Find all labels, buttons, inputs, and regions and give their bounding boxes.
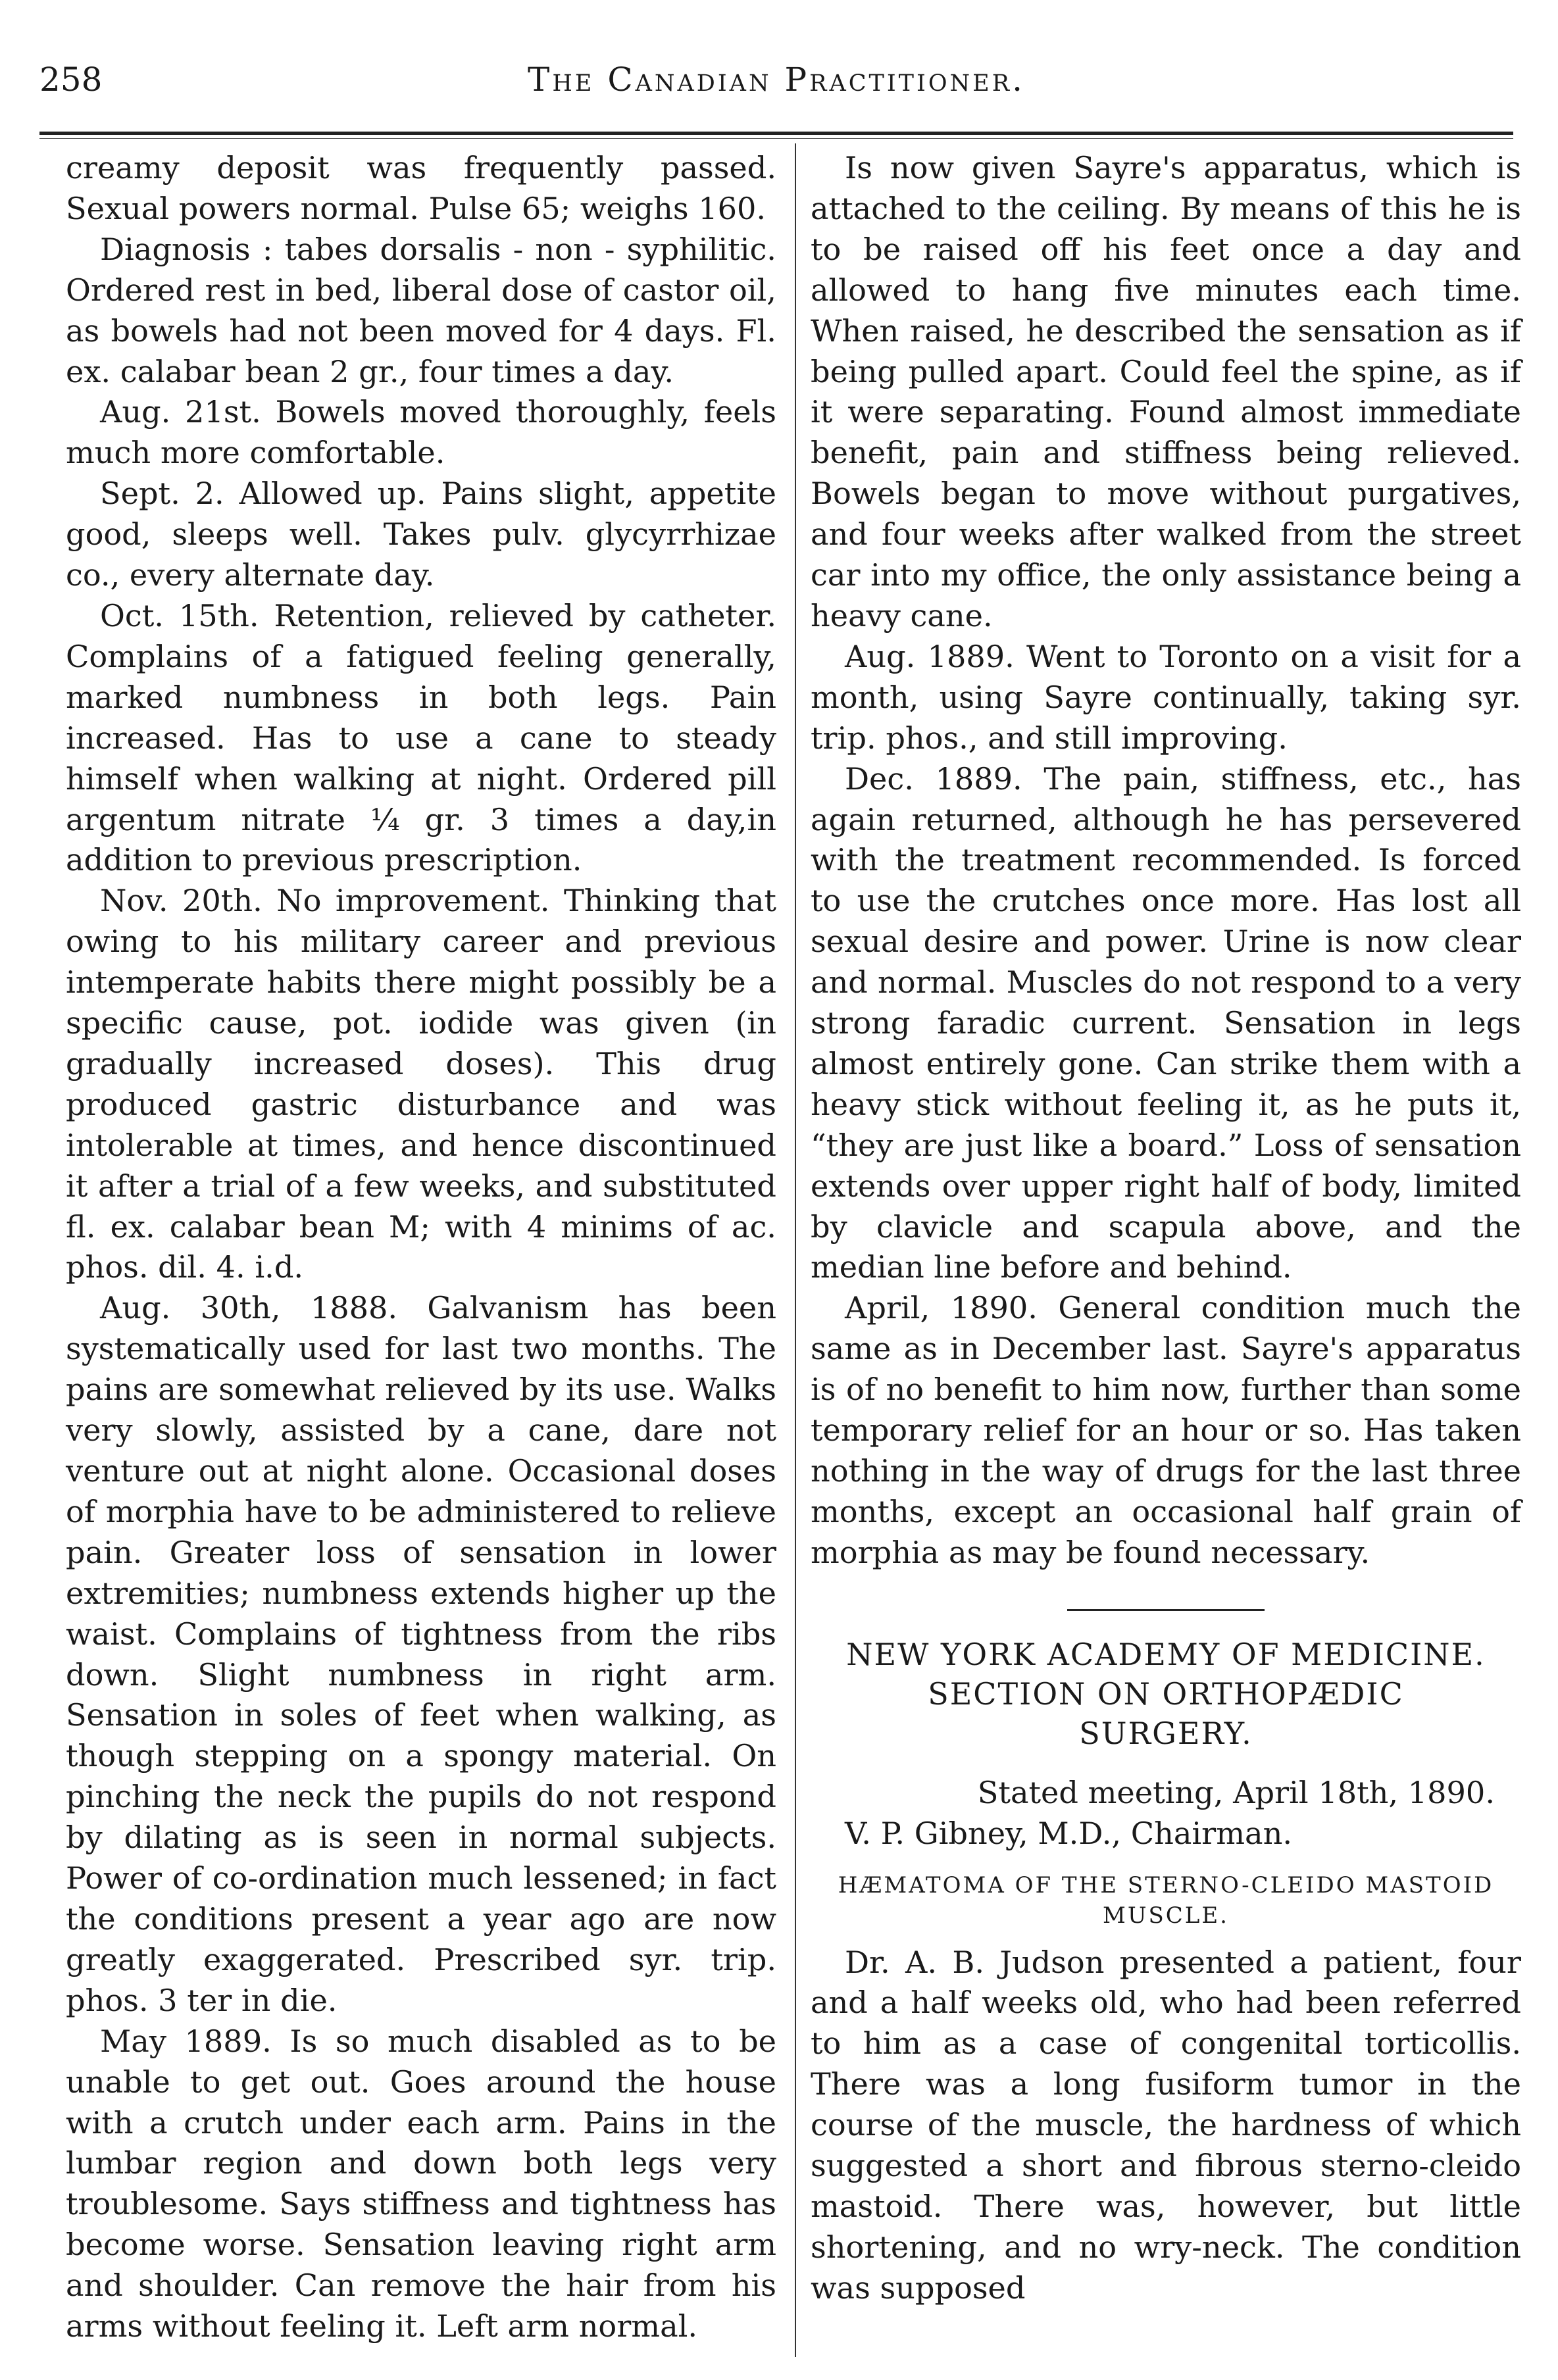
header-rule (39, 132, 1513, 135)
running-title: The Canadian Practitioner. (528, 61, 1025, 99)
paragraph: Diagnosis : tabes dorsalis - non - syphilitic. Ordered rest in bed, liberal dose of castor oil, as bowels had not been moved for 4 days. Fl. ex. calabar bean 2 gr., four times a day. (66, 231, 776, 389)
left-column (66, 148, 776, 2347)
section-heading-line: NEW YORK ACADEMY OF MEDICINE. (846, 1636, 1486, 1672)
paragraph: Dec. 1889. The pain, stiffness, etc., has again returned, although he has persevered with the treatment recommended. Is forced to use the crutches once more. Has lost all sexual desire and power. Urine is now clear and normal. Muscles do not respond to a very strong faradic current. Sensation in legs almost entirely gone. Can strike them with a heavy stick without feeling it, as he puts it, “they are just like a board.” Loss of sensation extends over upper right half of body, limited by clavicle and scapula above, and the median line before and behind. (811, 760, 1521, 1285)
paragraph: Dr. A. B. Judson presented a patient, four and a half weeks old, who had been referred to him as a case of congenital torticollis. There was a long fusiform tumor in the course of the muscle, the hardness of which suggested a short and fibrous sterno-cleido mastoid. There was, however, but little shortening, and no wry-neck. The condition was supposed (811, 1944, 1521, 2306)
paragraph: Sept. 2. Allowed up. Pains slight, appetite good, sleeps well. Takes pulv. glycyrrhizae co., every alternate day. (66, 476, 776, 593)
paragraph: Aug. 21st. Bowels moved thoroughly, feels much more comfortable. (66, 394, 776, 471)
header-rule-thin (39, 138, 1513, 139)
article-subheading (811, 1870, 1521, 1931)
section-heading (811, 1635, 1521, 1753)
paragraph: April, 1890. General condition much the same as in December last. Sayre's apparatus is of no benefit to him now, further than some temporary relief for an hour or so. Has taken nothing in the way of drugs for the last three months, except an occasional half grain of morphia as may be found necessary. (811, 1290, 1521, 1570)
paragraph: Aug. 1889. Went to Toronto on a visit for a month, using Sayre continually, taking syr. trip. phos., and still improving. (811, 638, 1521, 756)
section-heading-line: SECTION ON ORTHOPÆDIC (928, 1675, 1404, 1712)
right-column (811, 148, 1521, 2309)
paragraph: May 1889. Is so much disabled as to be unable to get out. Goes around the house with a crutch under each arm. Pains in the lumbar region and down both legs very troublesome. Says stiffness and tightness has become worse. Sensation leaving right arm and shoulder. Can remove the hair from his arms without feeling it. Left arm normal. (66, 2023, 776, 2344)
paragraph: Is now given Sayre's apparatus, which is attached to the ceiling. By means of this he is to be raised off his feet once a day and allowed to hang five minutes each time. When raised, he described the sensation as if being pulled apart. Could feel the spine, as if it were separating. Found almost immediate benefit, pain and stiffness being relieved. Bowels began to move without purgatives, and four weeks after walked from the street car into my office, the only assistance being a heavy cane. (811, 150, 1521, 633)
meeting-line: Stated meeting, April 18th, 1890. (977, 1774, 1495, 1810)
paragraph: Aug. 30th, 1888. Galvanism has been systematically used for last two months. The pains are somewhat relieved by its use. Walks very slowly, assisted by a cane, dare not venture out at night alone. Occasional doses of morphia have to be administered to relieve pain. Greater loss of sensation in lower extremities; numbness extends higher up the waist. Complains of tightness from the ribs down. Slight numbness in right arm. Sensation in soles of feet when walking, as though stepping on a spongy material. On pinching the neck the pupils do not respond by dilating as is seen in normal subjects. Power of co-ordination much lessened; in fact the conditions present a year ago are now greatly exaggerated. Prescribed syr. trip. phos. 3 ter in die. (66, 1290, 776, 2018)
column-divider (795, 143, 796, 2357)
paragraph: creamy deposit was frequently passed. Sexual powers normal. Pulse 65; weighs 160. (66, 150, 776, 226)
section-heading-line: SURGERY. (1079, 1715, 1253, 1751)
page-header (39, 61, 1513, 113)
chairman-line: V. P. Gibney, M.D., Chairman. (845, 1815, 1292, 1851)
subheading-line: MUSCLE. (1103, 1902, 1229, 1929)
page-number: 258 (39, 61, 103, 99)
section-separator (1067, 1609, 1265, 1611)
paragraph: Nov. 20th. No improvement. Thinking that owing to his military career and previous intemperate habits there might possibly be a specific cause, pot. iodide was given (in gradually increased doses). This drug produced gastric disturbance and was intolerable at times, and hence discontinued it after a trial of a few weeks, and substituted fl. ex. calabar bean M; with 4 minims of ac. phos. dil. 4. i.d. (66, 883, 776, 1285)
subheading-line: HÆMATOMA OF THE STERNO-CLEIDO MASTOID (838, 1872, 1494, 1898)
paragraph: Oct. 15th. Retention, relieved by catheter. Complains of a fatigued feeling generally, marked numbness in both legs. Pain increased. Has to use a cane to steady himself when walking at night. Ordered pill argentum nitrate ¼ gr. 3 times a day,in addition to previous prescription. (66, 597, 776, 878)
